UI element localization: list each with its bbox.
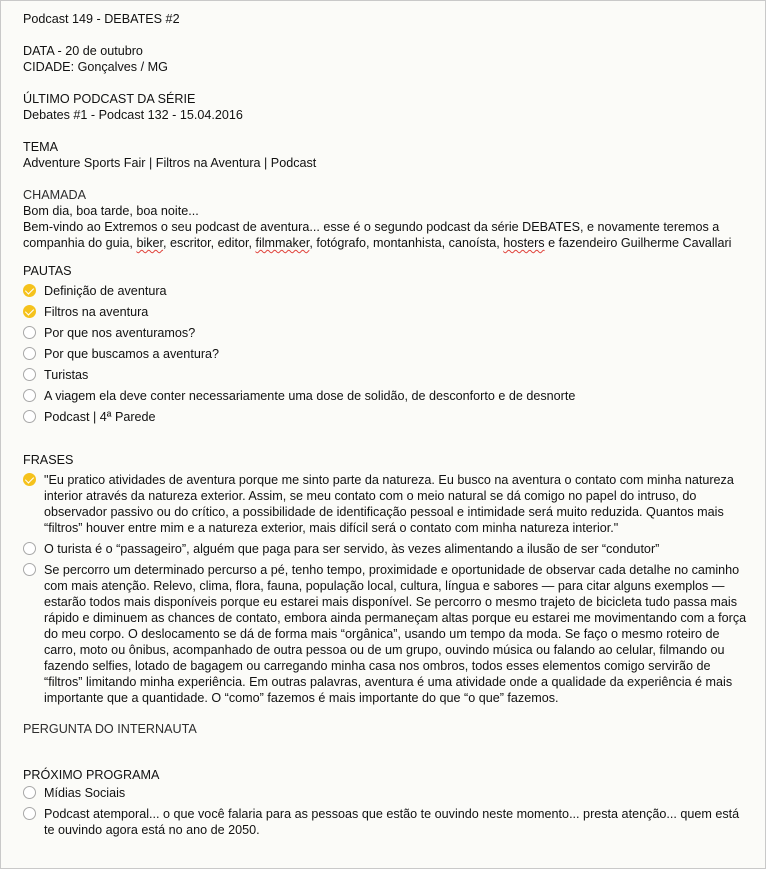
checklist-item — [23, 541, 749, 557]
checkbox-empty-icon[interactable] — [23, 347, 36, 360]
checklist-item — [23, 304, 749, 320]
city-line: CIDADE: Gonçalves / MG — [23, 60, 168, 74]
checkbox-empty-icon[interactable] — [23, 389, 36, 402]
checklist-item-label: Turistas — [44, 368, 89, 382]
checklist-item-label: Definição de aventura — [44, 284, 167, 298]
checklist-item-label: Por que nos aventuramos? — [44, 326, 196, 340]
checklist-item — [23, 283, 749, 299]
phrases-checklist — [23, 472, 749, 706]
checkbox-empty-icon[interactable] — [23, 542, 36, 555]
next-program-heading: PRÓXIMO PROGRAMA — [23, 768, 160, 782]
checklist-item-label: Podcast atemporal... o que você falaria para as pessoas que estão te ouvindo neste momento... presta atenção... quem está te ouvindo agora está no ano de 2050. — [44, 807, 740, 837]
checklist-item-label: A viagem ela deve conter necessariamente uma dose de solidão, de desconforto e de desnorte — [44, 389, 576, 403]
call-heading: CHAMADA — [23, 188, 86, 202]
spelling-flag-biker: biker — [136, 236, 164, 250]
spelling-flag-filmmaker: filmmaker — [255, 236, 310, 250]
date-line: DATA - 20 de outubro — [23, 44, 143, 58]
agenda-checklist — [23, 283, 749, 425]
checklist-item — [23, 325, 749, 341]
checklist-item-label: Por que buscamos a aventura? — [44, 347, 220, 361]
checklist-item — [23, 346, 749, 362]
theme-heading: TEMA — [23, 140, 58, 154]
phrases-heading: FRASES — [23, 453, 74, 467]
checkbox-checked-icon[interactable] — [23, 284, 36, 297]
checklist-item — [23, 388, 749, 404]
question-heading: PERGUNTA DO INTERNAUTA — [23, 722, 197, 736]
checklist-item-label: Podcast | 4ª Parede — [44, 410, 156, 424]
checkbox-empty-icon[interactable] — [23, 807, 36, 820]
checkbox-empty-icon[interactable] — [23, 368, 36, 381]
checklist-item — [23, 785, 749, 801]
checkbox-checked-icon[interactable] — [23, 473, 36, 486]
next-program-checklist — [23, 785, 749, 838]
last-podcast-value: Debates #1 - Podcast 132 - 15.04.2016 — [23, 108, 243, 122]
last-podcast-heading: ÚLTIMO PODCAST DA SÉRIE — [23, 92, 196, 106]
checklist-item — [23, 562, 749, 706]
checklist-item-label: O turista é o “passageiro”, alguém que paga para ser servido, às vezes alimentando a ilusão de ser “condutor” — [44, 542, 660, 556]
checklist-item-label: "Eu pratico atividades de aventura porque me sinto parte da natureza. Eu busco na aventura o contato com minha natureza interior através da natureza exterior. Assim, se meu contato com o meio natural se dá comigo no papel do intruso, do observador passivo ou do crítico, a possibilidade de identificação pessoal e intimidade será muito reduzida. Quantos mais “filtros” houver entre mim e a natureza exterior, mais difícil será o contato com minha natureza interior." — [44, 473, 734, 535]
checklist-item — [23, 409, 749, 425]
checklist-item — [23, 472, 749, 536]
checkbox-empty-icon[interactable] — [23, 563, 36, 576]
call-body: Bem-vindo ao Extremos o seu podcast de aventura... esse é o segundo podcast da série DEBATES, e novamente teremos a companhia do guia, biker, escritor, editor, filmmaker, fotógrafo, montanhista, canoísta, hosters e fazendeiro Guilherme Cavallari — [23, 220, 732, 250]
checklist-item-label: Se percorro um determinado percurso a pé, tenho tempo, proximidade e oportunidade de observar cada detalhe no caminho com mais atenção. Relevo, clima, flora, fauna, população local, cultura, língua e sabores — para citar alguns exemplos — estarão todos mais disponíveis porque eu estarei mais disponível. Se percorro o mesmo trajeto de bicicleta tudo passa mais rápido e diminuem as chances de contato, embora ainda permaneçam altas porque eu estarei me movimentando com a força do meu corpo. O deslocamento se dá de forma mais “orgânica”, usando um tempo da moda. Se faço o mesmo roteiro de carro, moto ou ônibus, acompanhado de outra pessoa ou de um grupo, ouvindo música ou falando ao celular, filmando ou fazendo selfies, lotado de bagagem ou carregando minha casa nos ombros, todos esses elementos comigo servirão de “filtros” limitando minha experiência. Em outras palavras, aventura é uma atividade onde a qualidade da experiência é mais importante que a quantidade. O “como” fazemos é mais importante do que “o que” fazemos. — [44, 563, 747, 705]
note-body[interactable] — [23, 11, 749, 843]
checkbox-empty-icon[interactable] — [23, 410, 36, 423]
call-greeting: Bom dia, boa tarde, boa noite... — [23, 204, 199, 218]
checkbox-empty-icon[interactable] — [23, 786, 36, 799]
checklist-item — [23, 367, 749, 383]
checklist-item-label: Mídias Sociais — [44, 786, 126, 800]
checklist-item-label: Filtros na aventura — [44, 305, 149, 319]
theme-value: Adventure Sports Fair | Filtros na Aventura | Podcast — [23, 156, 317, 170]
agenda-heading: PAUTAS — [23, 264, 72, 278]
checkbox-checked-icon[interactable] — [23, 305, 36, 318]
checklist-item — [23, 806, 749, 838]
checkbox-empty-icon[interactable] — [23, 326, 36, 339]
spelling-flag-hosters: hosters — [503, 236, 545, 250]
note-title: Podcast 149 - DEBATES #2 — [23, 12, 180, 26]
